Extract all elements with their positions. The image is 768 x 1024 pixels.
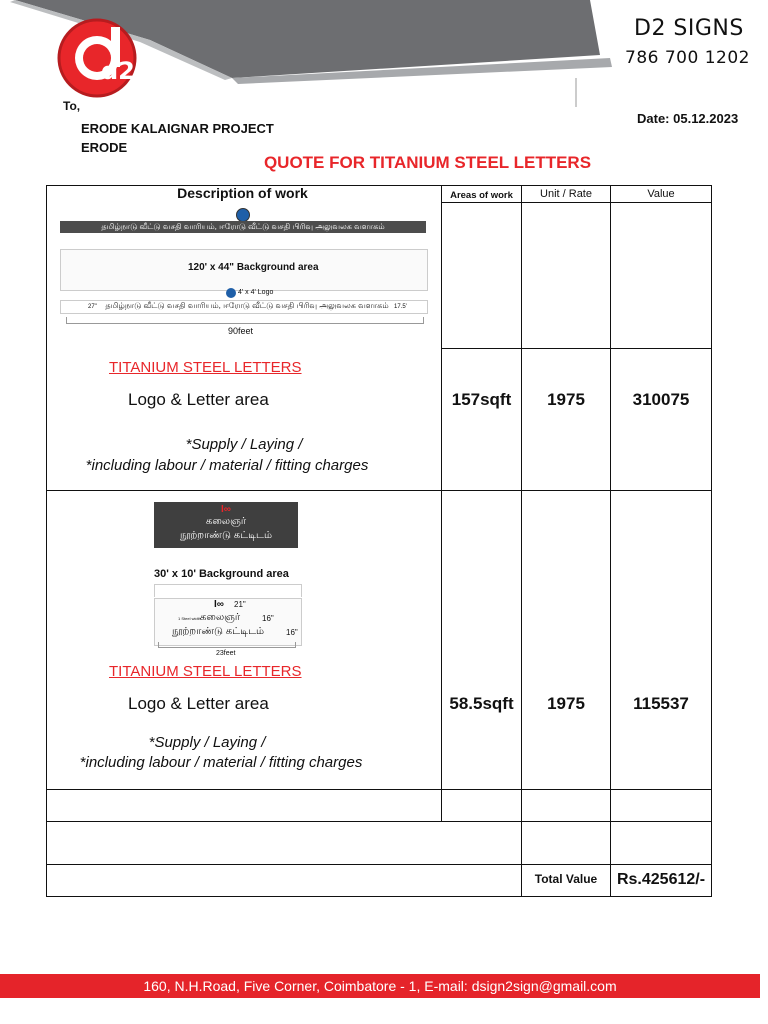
- to-label: To,: [63, 99, 81, 113]
- row1-heading: TITANIUM STEEL LETTERS: [109, 359, 302, 376]
- row1-logo-note: 4' x 4' Logo: [238, 289, 274, 296]
- recipient-line1: ERODE KALAIGNAR PROJECT: [81, 121, 274, 136]
- total-value: Rs.425612/-: [616, 871, 706, 888]
- row1-left-dim: 27": [88, 304, 97, 310]
- logo-text: d2: [101, 57, 135, 85]
- row2-area: 58.5sqft: [449, 694, 514, 713]
- row1-right-dim: 17.5': [394, 304, 407, 310]
- company-logo: [56, 17, 138, 99]
- row2-small-note: 1 Steel width: [178, 616, 201, 621]
- header-value: Value: [647, 188, 675, 200]
- row1-value: 310075: [632, 390, 690, 409]
- row2-label: Logo & Letter area: [128, 694, 269, 713]
- row1-width-label: 90feet: [228, 326, 254, 336]
- logo-mini-icon: [226, 288, 236, 298]
- sign-line1: கலைஞர்: [205, 516, 247, 527]
- row2-bg-area: 30' x 10' Background area: [154, 568, 289, 580]
- emblem-icon: [236, 208, 250, 222]
- row2-dim1: 21": [234, 600, 246, 609]
- row2-heading: TITANIUM STEEL LETTERS: [109, 663, 302, 680]
- row2-width-label: 23feet: [216, 650, 236, 657]
- row1-note1: *Supply / Laying /: [185, 436, 303, 453]
- quote-date: Date: 05.12.2023: [637, 111, 739, 126]
- row1-rate: 1975: [547, 390, 585, 409]
- row1-letters: தமிழ்நாடு வீட்டு வசதி வாரியம், ஈரோடு வீட்டு வசதி பிரிவு அலுவலக வளாகம்: [105, 301, 389, 310]
- banner-text: தமிழ்நாடு வீட்டு வசதி வாரியம், ஈரோடு வீட்டு வசதி பிரிவு அலுவலக வளாகம்: [60, 221, 426, 233]
- row1-label: Logo & Letter area: [128, 390, 269, 409]
- row1-note2: *including labour / material / fitting charges: [85, 457, 369, 474]
- infinity-icon: I∞: [221, 504, 231, 515]
- total-label: Total Value: [534, 872, 598, 886]
- row2-note1: *Supply / Laying /: [148, 734, 266, 751]
- row2-note2: *including labour / material / fitting charges: [79, 754, 363, 771]
- header-area: Areas of work: [450, 190, 513, 201]
- row2-rate: 1975: [547, 694, 585, 713]
- row1-mockup: [58, 205, 430, 345]
- sign-line2: நூற்றாண்டு கட்டிடம்: [179, 530, 273, 541]
- row1-area: 157sqft: [451, 390, 512, 409]
- row2-dim2: 16": [262, 614, 274, 623]
- infinity-small-icon: I∞: [214, 599, 224, 610]
- row2-letters1: கலைஞர்: [200, 612, 241, 623]
- row1-bg-area: 120' x 44" Background area: [188, 262, 319, 273]
- sign-panel: [154, 502, 298, 548]
- header-rate: Unit / Rate: [540, 188, 592, 200]
- header-description: Description of work: [177, 185, 308, 201]
- row2-mockup: [150, 502, 310, 662]
- company-phone: 786 700 1202: [625, 48, 750, 68]
- row2-letters2: நூற்றாண்டு கட்டிடம்: [172, 626, 265, 637]
- row2-value: 115537: [633, 694, 689, 713]
- row2-dim3: 16": [286, 628, 298, 637]
- footer-address: 160, N.H.Road, Five Corner, Coimbatore - 1, E-mail: dsign2sign@gmail.com: [0, 974, 760, 998]
- quote-title: QUOTE FOR TITANIUM STEEL LETTERS: [263, 153, 592, 172]
- company-name: D2 SIGNS: [634, 16, 744, 41]
- recipient-line2: ERODE: [81, 140, 128, 155]
